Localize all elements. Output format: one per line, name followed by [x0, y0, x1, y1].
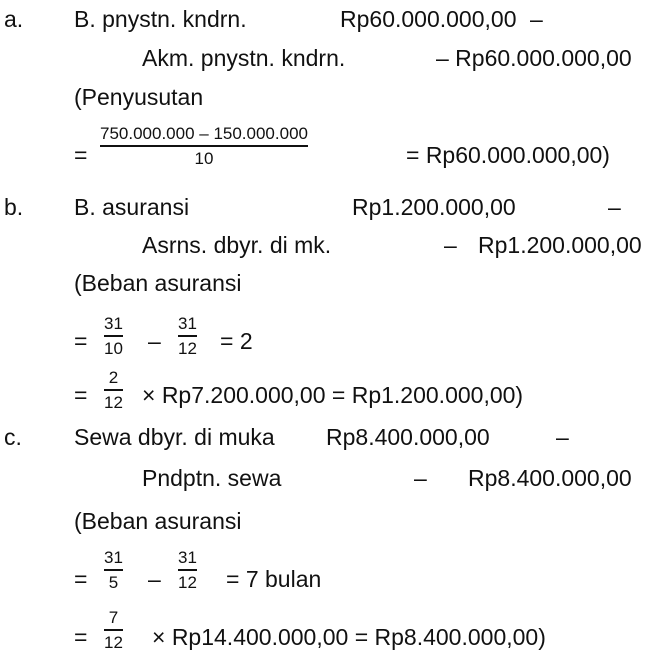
fraction [104, 368, 123, 412]
debit-account: B. asuransi [74, 194, 190, 220]
fraction-denominator: 10 [104, 338, 123, 358]
calc-result: × Rp14.400.000,00 = Rp8.400.000,00) [152, 624, 546, 650]
fraction-bar [104, 629, 123, 631]
credit-account: Pndptn. sewa [142, 465, 282, 491]
fraction-numerator: 2 [108, 368, 119, 387]
credit-dash: – [444, 232, 457, 258]
fraction-numerator: 31 [104, 314, 123, 333]
fraction [104, 314, 123, 358]
calc-result: × Rp7.200.000,00 = Rp1.200.000,00) [142, 382, 524, 408]
fraction-bar [100, 145, 308, 147]
item-marker: a. [4, 6, 24, 32]
debit-dash: – [608, 194, 621, 220]
equals-sign: = [74, 328, 88, 354]
fraction-denominator: 10 [194, 148, 214, 168]
calc-result: = Rp60.000.000,00) [406, 142, 610, 168]
fraction [104, 608, 123, 652]
fraction [100, 124, 308, 168]
equals-sign: = [74, 566, 88, 592]
fraction-bar [104, 389, 123, 391]
debit-dash: – [530, 6, 543, 32]
fraction [178, 314, 197, 358]
calc-result: = 7 bulan [226, 566, 322, 592]
fraction-bar [178, 335, 197, 337]
calc-result: = 2 [220, 328, 253, 354]
fraction-denominator: 5 [108, 572, 119, 592]
fraction-denominator: 12 [104, 392, 123, 412]
fraction-numerator: 750.000.000 – 150.000.000 [100, 124, 308, 143]
fraction [178, 548, 197, 592]
fraction-numerator: 31 [178, 314, 197, 333]
debit-amount: Rp8.400.000,00 [326, 424, 490, 450]
note-open: (Penyusutan [74, 84, 204, 110]
credit-amount: Rp8.400.000,00 [468, 465, 632, 491]
credit-account: Asrns. dbyr. di mk. [142, 232, 332, 258]
debit-amount: Rp60.000.000,00 [340, 6, 517, 32]
debit-amount: Rp1.200.000,00 [352, 194, 516, 220]
equals-sign: = [74, 382, 88, 408]
credit-amount: – Rp60.000.000,00 [436, 45, 632, 71]
fraction-denominator: 12 [178, 338, 197, 358]
fraction-bar [178, 569, 197, 571]
debit-dash: – [556, 424, 569, 450]
equals-sign: = [74, 624, 88, 650]
minus-sign: – [148, 566, 161, 592]
note-open: (Beban asuransi [74, 508, 242, 534]
credit-amount: Rp1.200.000,00 [478, 232, 642, 258]
equals-sign: = [74, 142, 88, 168]
item-marker: b. [4, 194, 24, 220]
debit-account: Sewa dbyr. di muka [74, 424, 275, 450]
fraction-denominator: 12 [178, 572, 197, 592]
debit-account: B. pnystn. kndrn. [74, 6, 247, 32]
fraction-bar [104, 335, 123, 337]
credit-account: Akm. pnystn. kndrn. [142, 45, 346, 71]
item-marker: c. [4, 424, 22, 450]
fraction-numerator: 31 [104, 548, 123, 567]
fraction [104, 548, 123, 592]
minus-sign: – [148, 328, 161, 354]
fraction-bar [104, 569, 123, 571]
fraction-denominator: 12 [104, 632, 123, 652]
fraction-numerator: 7 [108, 608, 119, 627]
fraction-numerator: 31 [178, 548, 197, 567]
credit-dash: – [414, 465, 427, 491]
note-open: (Beban asuransi [74, 270, 242, 296]
